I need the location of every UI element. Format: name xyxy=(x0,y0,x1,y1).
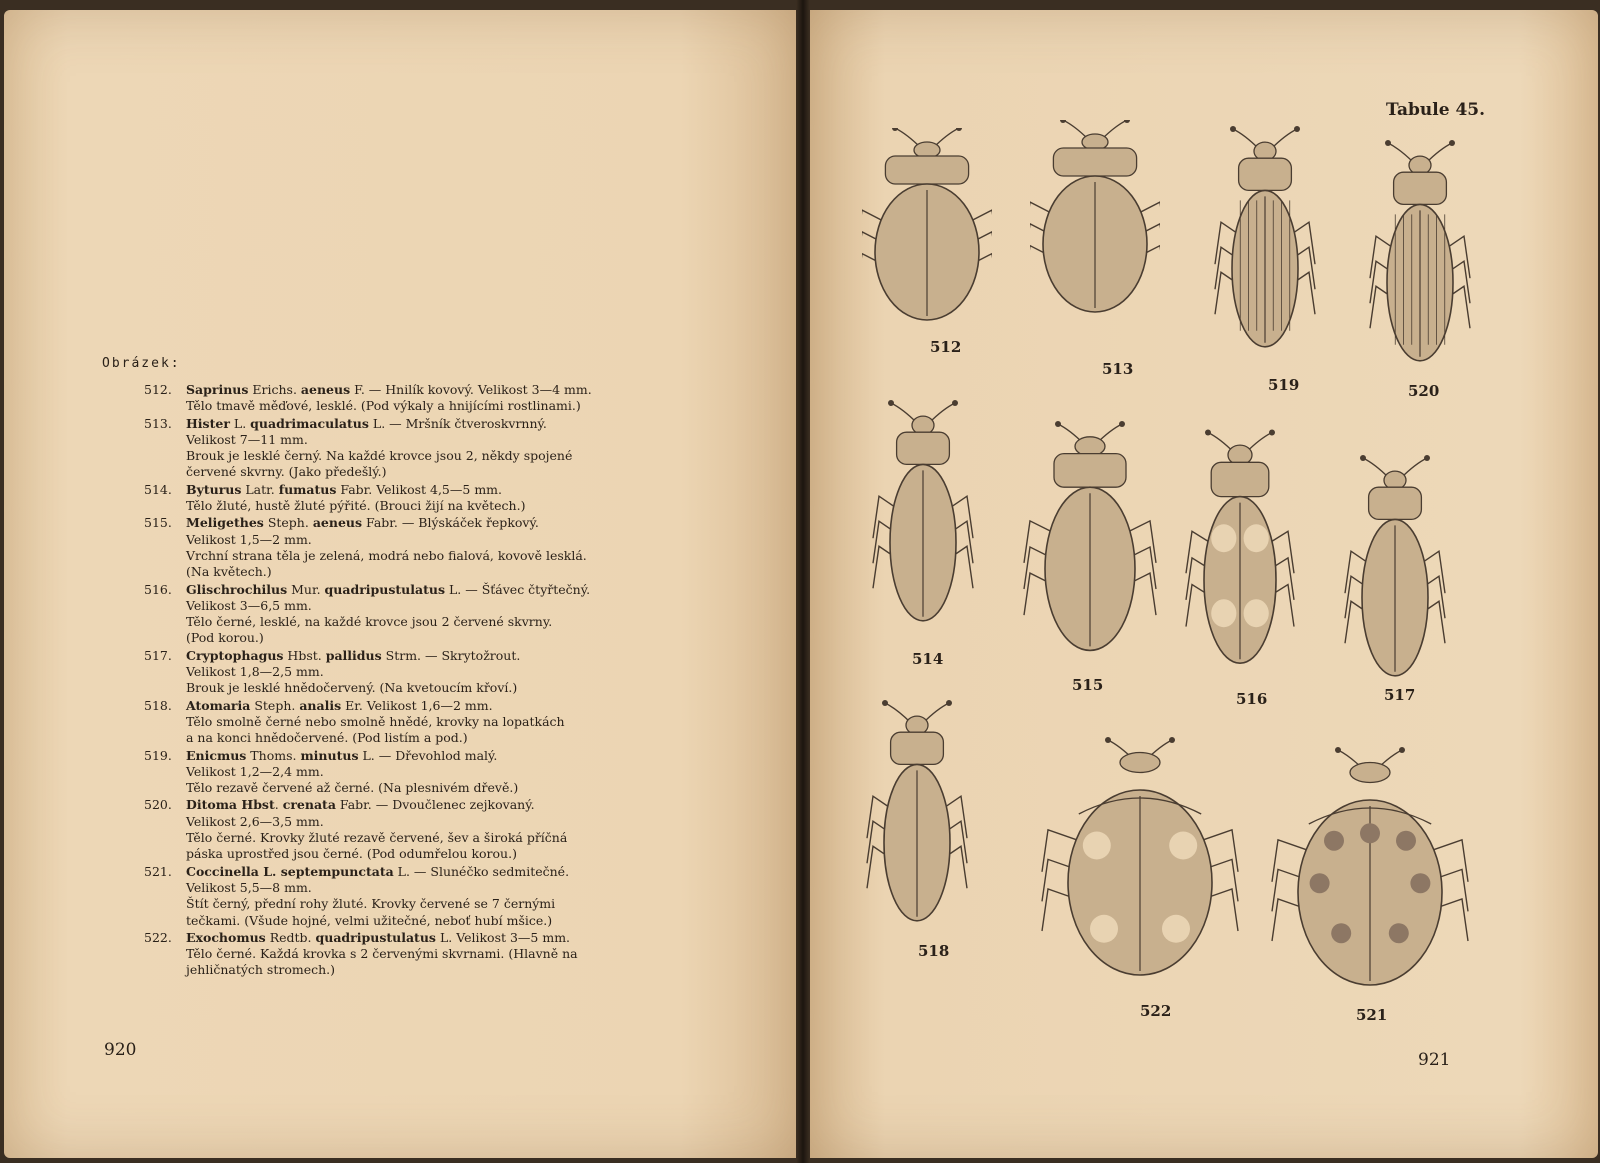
figure-label: 519 xyxy=(1268,376,1300,394)
beetle-illustration-516 xyxy=(1180,428,1300,673)
entry-line: páska uprostřed jsou černé. (Pod odumřelou korou.) xyxy=(186,846,517,862)
beetle-illustration-521 xyxy=(1270,745,1470,995)
beetle-drawing xyxy=(868,400,978,630)
entry-line: Velikost 3—6,5 mm. xyxy=(186,597,312,613)
entry-line: Tělo tmavě měďové, lesklé. (Pod výkaly a hnijícími rostlinami.) xyxy=(186,398,581,414)
entry-line: Glischrochilus Mur. quadripustulatus L. — Šťávec čtyřtečný. xyxy=(186,581,591,597)
beetle-drawing xyxy=(1040,735,1240,985)
entry-line: Byturus Latr. fumatus Fabr. Velikost 4,5—5 mm. xyxy=(186,481,502,497)
beetle-drawing xyxy=(862,128,992,328)
entry-text xyxy=(186,582,714,647)
entry-number: 517. xyxy=(144,647,172,663)
entry-line: tečkami. (Všude hojné, velmi užitečné, neboť hubí mšice.) xyxy=(186,912,553,928)
legend-entry xyxy=(144,748,714,797)
entry-number: 519. xyxy=(144,747,172,763)
entry-line: Atomaria Steph. analis Er. Velikost 1,6—2 mm. xyxy=(186,697,493,713)
entry-line: Velikost 1,2—2,4 mm. xyxy=(186,763,324,779)
beetle-illustration-518 xyxy=(862,700,972,930)
entry-text xyxy=(186,648,714,697)
beetle-illustration-519 xyxy=(1210,126,1320,356)
legend-entry xyxy=(144,382,714,415)
entry-number: 521. xyxy=(144,863,172,879)
beetle-illustration-513 xyxy=(1030,120,1160,320)
beetle-drawing xyxy=(1270,745,1470,995)
entry-line: Velikost 1,5—2 mm. xyxy=(186,531,312,547)
entry-line: Velikost 5,5—8 mm. xyxy=(186,879,312,895)
book-gutter xyxy=(796,0,810,1163)
entry-line: Tělo smolně černé nebo smolně hnědé, krovky na lopatkách xyxy=(186,713,565,729)
page-number-right: 921 xyxy=(1418,1050,1451,1070)
legend-entry xyxy=(144,582,714,647)
entry-line: Enicmus Thoms. minutus L. — Dřevohlod malý. xyxy=(186,747,498,763)
entry-line: Vrchní strana těla je zelená, modrá nebo fialová, kovově lesklá. xyxy=(186,547,587,563)
beetle-drawing xyxy=(1210,126,1320,356)
entry-line: Ditoma Hbst. crenata Fabr. — Dvoučlenec zejkovaný. xyxy=(186,797,535,813)
entry-line: a na konci hnědočervené. (Pod listím a pod.) xyxy=(186,730,468,746)
entry-text xyxy=(186,864,714,929)
entry-line: Hister L. quadrimaculatus L. — Mršník čtveroskvrnný. xyxy=(186,415,547,431)
beetle-drawing xyxy=(862,700,972,930)
beetle-drawing xyxy=(1030,120,1160,320)
beetle-drawing xyxy=(1015,420,1165,660)
entry-line: Tělo černé. Každá krovka s 2 červenými skvrnami. (Hlavně na xyxy=(186,946,578,962)
figure-label: 520 xyxy=(1408,382,1440,400)
beetle-illustration-515 xyxy=(1015,420,1165,660)
figure-label: 513 xyxy=(1102,360,1134,378)
figure-label: 521 xyxy=(1356,1006,1388,1024)
entry-number: 513. xyxy=(144,415,172,431)
entry-line: Cryptophagus Hbst. pallidus Strm. — Skrytožrout. xyxy=(186,647,521,663)
legend-entry xyxy=(144,930,714,979)
entry-line: (Pod korou.) xyxy=(186,630,264,646)
entry-number: 522. xyxy=(144,929,172,945)
beetle-illustration-512 xyxy=(862,128,992,328)
entry-line: Velikost 1,8—2,5 mm. xyxy=(186,664,324,680)
entry-text xyxy=(186,416,714,481)
entry-line: Štít černý, přední rohy žluté. Krovky červené se 7 černými xyxy=(186,896,556,912)
page-number-left: 920 xyxy=(104,1040,137,1060)
entry-number: 515. xyxy=(144,515,172,531)
entry-line: Brouk je lesklé hnědočervený. (Na kvetoucím křoví.) xyxy=(186,680,518,696)
entry-line: Meligethes Steph. aeneus Fabr. — Blýskáček řepkový. xyxy=(186,515,539,531)
figure-label: 514 xyxy=(912,650,944,668)
entry-text xyxy=(186,515,714,580)
legend-entry xyxy=(144,864,714,929)
beetle-illustration-517 xyxy=(1340,455,1450,685)
entry-line: (Na květech.) xyxy=(186,564,272,580)
legend-entry xyxy=(144,416,714,481)
figure-label: 512 xyxy=(930,338,962,356)
figure-label: 516 xyxy=(1236,690,1268,708)
entry-number: 518. xyxy=(144,697,172,713)
legend-entry xyxy=(144,648,714,697)
entry-number: 512. xyxy=(144,382,172,397)
entry-line: Saprinus Erichs. aeneus F. — Hnilík kovový. Velikost 3—4 mm. xyxy=(186,382,592,397)
entry-line: Brouk je lesklé černý. Na každé krovce jsou 2, někdy spojené xyxy=(186,448,573,464)
entry-number: 514. xyxy=(144,481,172,497)
entry-line: Tělo rezavě červené až černé. (Na plesnivém dřevě.) xyxy=(186,780,519,796)
entry-text xyxy=(186,382,714,415)
figure-label: 517 xyxy=(1384,686,1416,704)
entry-text xyxy=(186,482,714,515)
beetle-drawing xyxy=(1180,428,1300,673)
entry-number: 516. xyxy=(144,581,172,597)
entry-line: Coccinella L. septempunctata L. — Slunéčko sedmitečné. xyxy=(186,863,570,879)
entry-line: Tělo černé, lesklé, na každé krovce jsou 2 červené skvrny. xyxy=(186,614,553,630)
beetle-illustration-522 xyxy=(1040,735,1240,985)
entry-line: Velikost 7—11 mm. xyxy=(186,431,308,447)
plate-title: Tabule 45. xyxy=(1386,100,1486,120)
beetle-illustration-520 xyxy=(1365,140,1475,370)
entry-text xyxy=(186,797,714,862)
entry-line: červené skvrny. (Jako předešlý.) xyxy=(186,464,387,480)
entry-text xyxy=(186,748,714,797)
beetle-illustration-514 xyxy=(868,400,978,630)
legend-entry xyxy=(144,482,714,515)
figure-label: 522 xyxy=(1140,1002,1172,1020)
entry-line: Tělo černé. Krovky žluté rezavě červené, šev a široká příčná xyxy=(186,830,568,846)
beetle-drawing xyxy=(1340,455,1450,685)
entry-number: 520. xyxy=(144,797,172,813)
entry-line: Tělo žluté, hustě žluté pýřité. (Brouci žijí na květech.) xyxy=(186,498,526,514)
entry-text xyxy=(186,930,714,979)
legend-heading: Obrázek: xyxy=(102,356,181,371)
beetle-drawing xyxy=(1365,140,1475,370)
entry-line: Exochomus Redtb. quadripustulatus L. Velikost 3—5 mm. xyxy=(186,929,571,945)
figure-label: 518 xyxy=(918,942,950,960)
figure-label: 515 xyxy=(1072,676,1104,694)
legend-entry xyxy=(144,797,714,862)
entry-text xyxy=(186,698,714,747)
entry-line: jehličnatých stromech.) xyxy=(186,962,336,978)
legend-entry xyxy=(144,698,714,747)
figure-legend-list xyxy=(144,382,714,980)
entry-line: Velikost 2,6—3,5 mm. xyxy=(186,813,324,829)
legend-entry xyxy=(144,515,714,580)
